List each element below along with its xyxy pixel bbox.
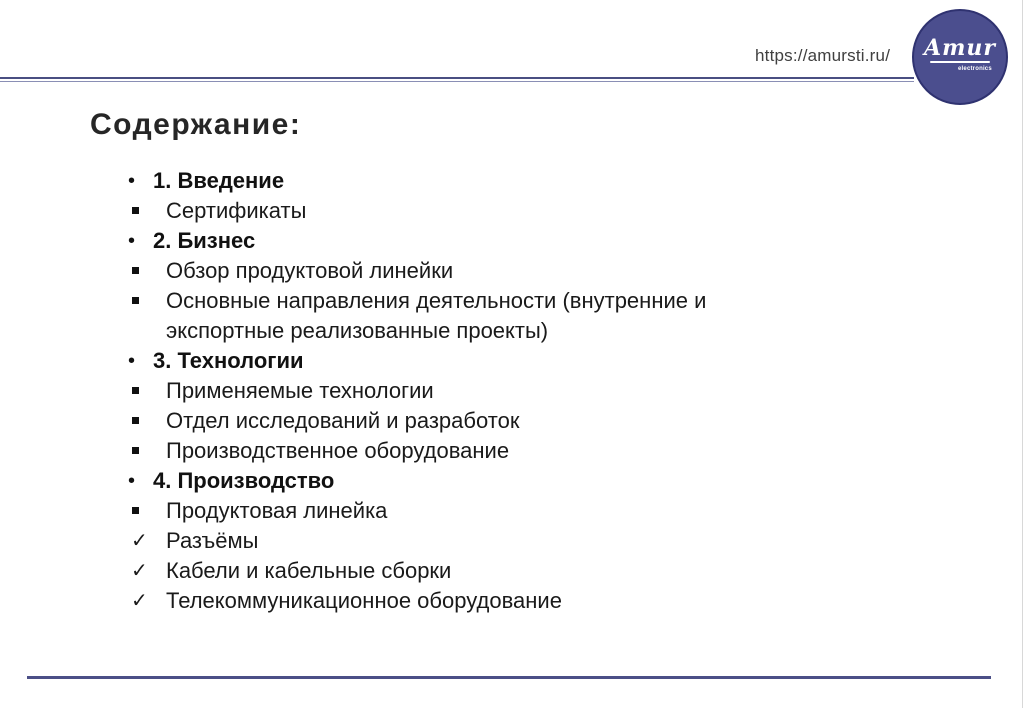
toc-text: Сертификаты bbox=[166, 198, 307, 223]
toc-text: Разъёмы bbox=[166, 528, 259, 553]
bullet-icon: • bbox=[128, 230, 136, 252]
toc-item bbox=[125, 256, 825, 286]
table-of-contents bbox=[125, 166, 825, 616]
square-bullet-icon bbox=[132, 417, 139, 424]
square-bullet-icon bbox=[132, 387, 139, 394]
toc-item bbox=[125, 556, 825, 586]
checkmark-icon: ✓ bbox=[131, 560, 148, 582]
toc-text: Основные направления деятельности (внутренние и bbox=[166, 288, 707, 313]
toc-item bbox=[125, 406, 825, 436]
toc-item bbox=[125, 376, 825, 406]
toc-section bbox=[125, 346, 825, 376]
toc-text: 2. Бизнес bbox=[153, 228, 256, 253]
toc-item bbox=[125, 586, 825, 616]
header-divider-thin bbox=[0, 81, 914, 82]
toc-section bbox=[125, 166, 825, 196]
logo-swoosh-icon bbox=[930, 61, 990, 63]
toc-text: 1. Введение bbox=[153, 168, 285, 193]
footer-divider bbox=[27, 676, 991, 679]
toc-section bbox=[125, 226, 825, 256]
toc-item bbox=[125, 196, 825, 226]
checkmark-icon: ✓ bbox=[131, 590, 148, 612]
site-url-link[interactable]: https://amursti.ru/ bbox=[755, 46, 891, 65]
bullet-icon: • bbox=[128, 470, 136, 492]
bullet-icon: • bbox=[128, 170, 136, 192]
toc-text: Телекоммуникационное оборудование bbox=[166, 588, 562, 613]
toc-item bbox=[125, 316, 825, 346]
amur-logo bbox=[912, 9, 1008, 105]
page-title: Содержание: bbox=[90, 108, 302, 141]
square-bullet-icon bbox=[132, 447, 139, 454]
toc-item bbox=[125, 286, 825, 316]
logo-subtitle: electronics bbox=[958, 66, 992, 72]
toc-text: Обзор продуктовой линейки bbox=[166, 258, 454, 283]
header-divider bbox=[0, 77, 914, 79]
toc-text: Применяемые технологии bbox=[166, 378, 434, 403]
toc-text: 3. Технологии bbox=[153, 348, 304, 373]
square-bullet-icon bbox=[132, 507, 139, 514]
square-bullet-icon bbox=[132, 297, 139, 304]
toc-text: 4. Производство bbox=[153, 468, 335, 493]
toc-text: Производственное оборудование bbox=[166, 438, 510, 463]
logo-wordmark: Amur bbox=[924, 35, 996, 61]
square-bullet-icon bbox=[132, 207, 139, 214]
toc-item bbox=[125, 496, 825, 526]
toc-text: Кабели и кабельные сборки bbox=[166, 558, 452, 583]
toc-text: экспортные реализованные проекты) bbox=[166, 318, 549, 343]
toc-item bbox=[125, 526, 825, 556]
toc-text: Отдел исследований и разработок bbox=[166, 408, 520, 433]
toc-text: Продуктовая линейка bbox=[166, 498, 388, 523]
checkmark-icon: ✓ bbox=[131, 530, 148, 552]
toc-item bbox=[125, 436, 825, 466]
toc-section bbox=[125, 466, 825, 496]
bullet-icon: • bbox=[128, 350, 136, 372]
square-bullet-icon bbox=[132, 267, 139, 274]
